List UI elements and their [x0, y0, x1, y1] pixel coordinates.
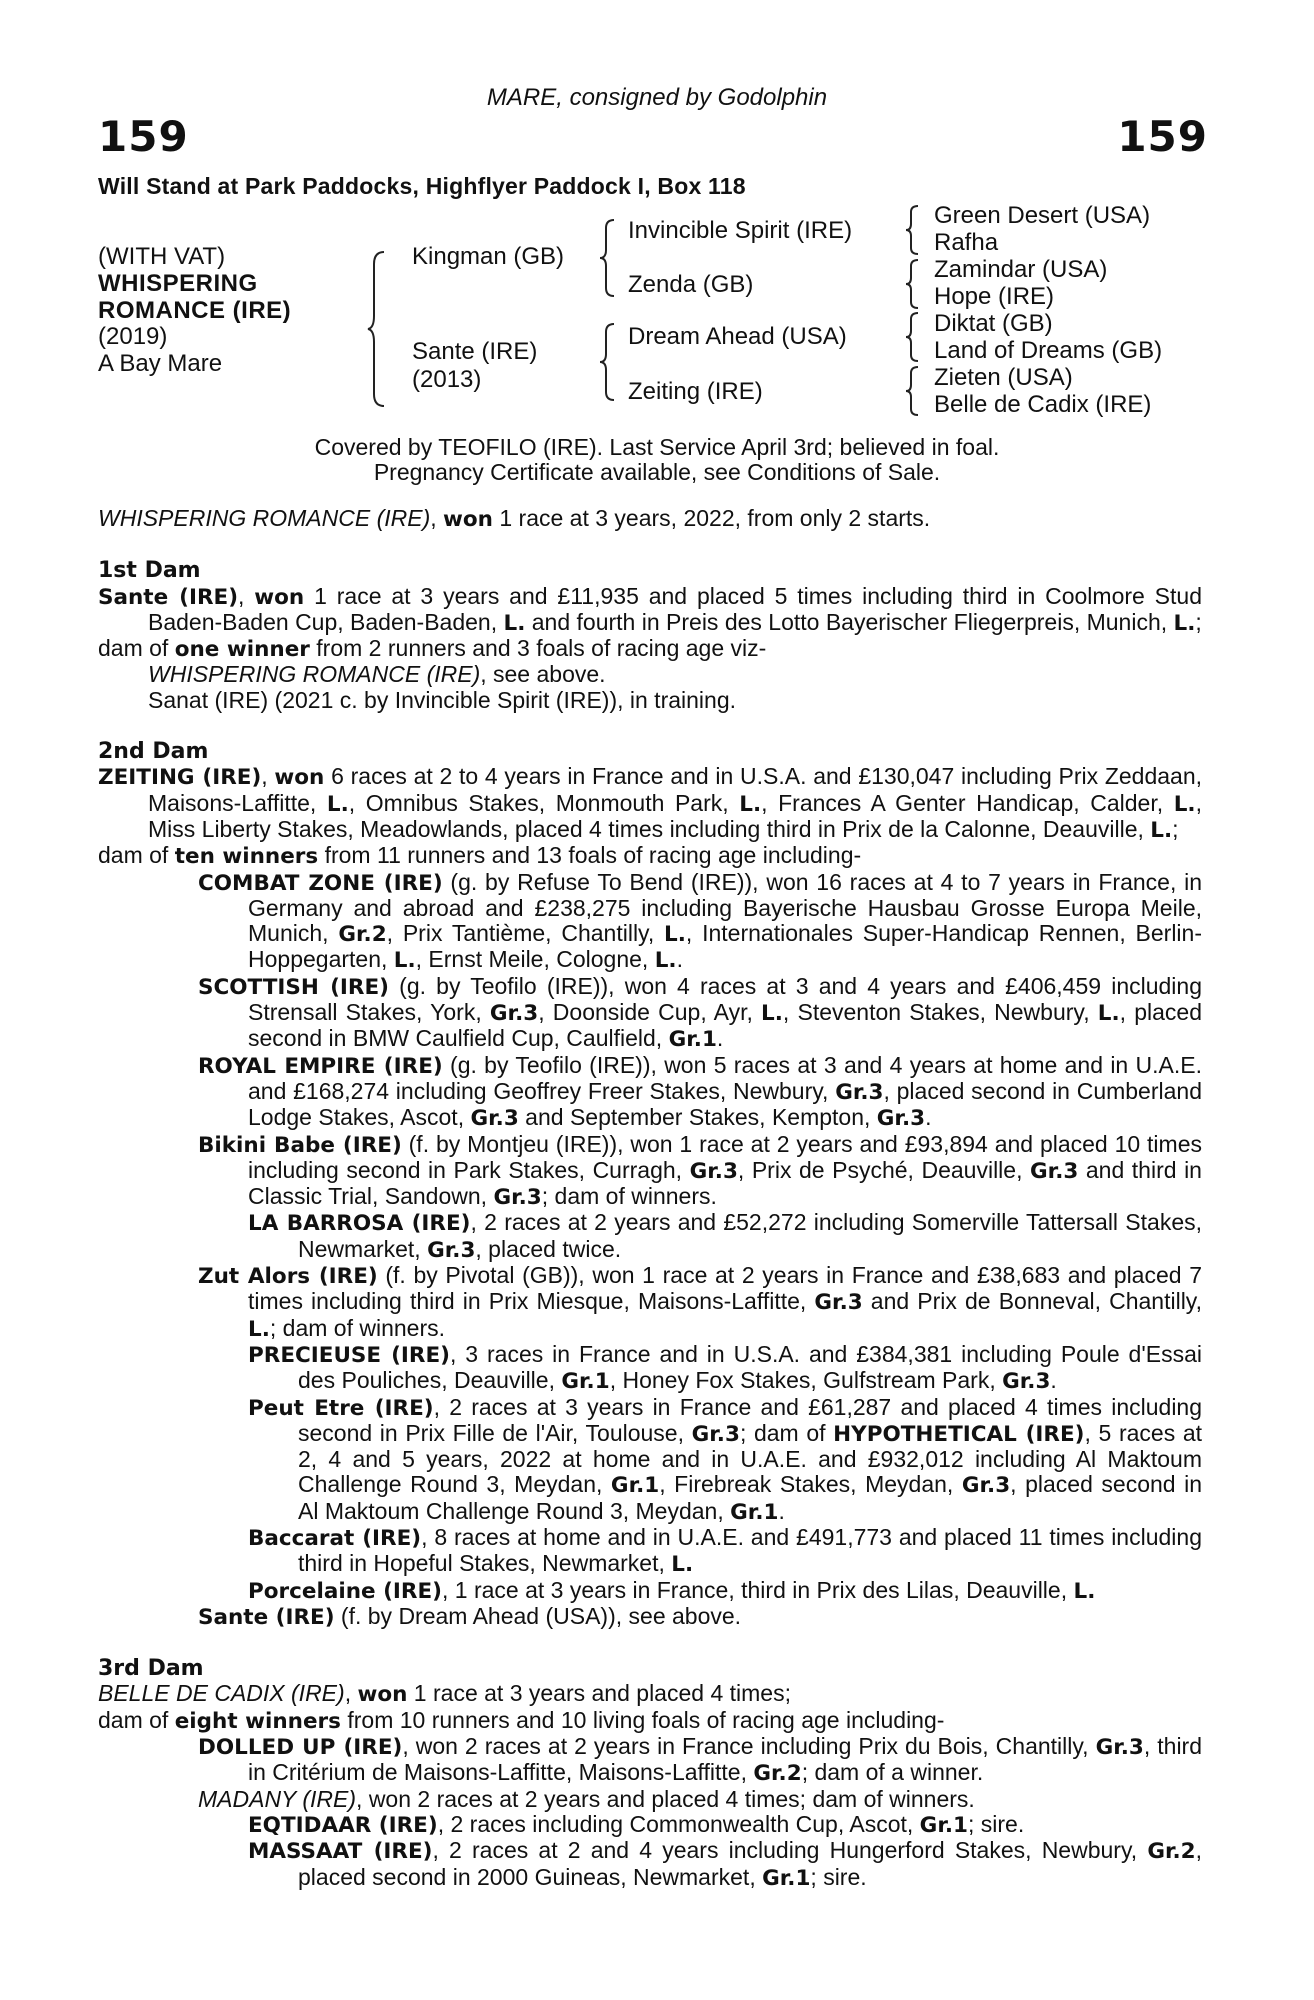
covered-line1: Covered by TEOFILO (IRE). Last Service April 3rd; believed in foal. [314, 434, 1000, 460]
pedigree-brace-sire [598, 218, 618, 298]
sire-name: Kingman (GB) [412, 243, 565, 270]
produce-peut-etre: Peut Etre (IRE), 2 races at 3 years in France and £61,287 and placed 4 times including second in Prix Fille de l'Air, Toulouse, Gr.3; dam of HYPOTHETICAL (IRE), 5 races at 2, 4 and 5 years, 2022 at home and in U.A.E. and £932,012 including Al Maktoum Challenge Round 3, Meydan, Gr.1, Firebreak Stakes, Meydan, Gr.3, placed second in Al Maktoum Challenge Round 3, Meydan, Gr.1. [248, 1393, 1203, 1525]
produce-porcelaine: Porcelaine (IRE), 1 race at 3 years in France, third in Prix des Lilas, Deauville, L. [248, 1576, 1096, 1604]
third-dam-entry: BELLE DE CADIX (IRE), won 1 race at 3 years and placed 4 times; [98, 1680, 791, 1708]
produce-combat-zone: COMBAT ZONE (IRE) (g. by Refuse To Bend (IRE)), won 16 races at 4 to 7 years in France, in Germany and abroad and £238,275 including Bayerische Hausbau Grosse Europa Meile, Munich, Gr.2, Prix Tantième, Chantilly, L., Internationales Super-Handicap Rennen, Berlin-Hoppegarten, L., Ernst Meile, Cologne, L.. [198, 868, 1203, 974]
produce-precieuse: PRECIEUSE (IRE), 3 races in France and in U.S.A. and £384,381 including Poule d'Essai des Pouliches, Deauville, Gr.1, Honey Fox Stakes, Gulfstream Park, Gr.3. [248, 1340, 1202, 1395]
sire-sire: Invincible Spirit (IRE) [628, 217, 853, 244]
produce-bikini-babe: Bikini Babe (IRE) (f. by Montjeu (IRE)), won 1 race at 2 years and £93,894 and placed 10 times including second in Park Stakes, Curragh, Gr.3, Prix de Psyché, Deauville, Gr.3 and third in Classic Trial, Sandown, Gr.3; dam of winners. [198, 1130, 1202, 1211]
produce-dolled-up: DOLLED UP (IRE), won 2 races at 2 years in France including Prix du Bois, Chantilly, Gr.3, third in Critérium de Maisons-Laffitte, Maisons-Laffitte, Gr.2; dam of a winner. [198, 1733, 1202, 1787]
first-dam-entry: Sante (IRE), won 1 race at 3 years and £11,935 and placed 5 times including third in Coolmore Stud Baden-Baden Cup, Baden-Baden, L. and fourth in Preis des Lotto Bayerischer Fliegerpreis, Munich, L.; [98, 582, 1202, 636]
produce-madany: MADANY (IRE), won 2 races at 2 years and placed 4 times; dam of winners. [198, 1785, 975, 1812]
g3-hope: Hope (IRE) [934, 283, 1055, 310]
third-dam-heading: 3rd Dam [98, 1656, 204, 1682]
pedigree-brace-g3-4 [904, 365, 922, 417]
g3-zieten: Zieten (USA) [934, 364, 1073, 391]
horse-name-line1: WHISPERING [98, 270, 258, 297]
first-dam-produce-intro: dam of one winner from 2 runners and 3 foals of racing age viz- [98, 635, 767, 663]
second-dam-produce-intro: dam of ten winners from 11 runners and 13 foals of racing age including- [98, 842, 862, 870]
produce-zut-alors: Zut Alors (IRE) (f. by Pivotal (GB)), won 1 race at 2 years in France and £38,683 and placed 7 times including third in Prix Miesque, Maisons-Laffitte, Gr.3 and Prix de Bonneval, Chantilly, L.; dam of winners. [198, 1262, 1202, 1342]
lot-number-right: 159 [1117, 112, 1208, 161]
dam-sire: Dream Ahead (USA) [628, 323, 847, 350]
second-dam-heading: 2nd Dam [98, 739, 209, 765]
covered-line2: Pregnancy Certificate available, see Conditions of Sale. [373, 459, 941, 485]
horse-year: (2019) [98, 323, 168, 350]
dam-year: (2013) [412, 366, 482, 393]
second-dam-entry: ZEITING (IRE), won 6 races at 2 to 4 years in France and in U.S.A. and £130,047 including Prix Zeddaan, Maisons-Laffitte, L., Omnibus Stakes, Monmouth Park, L., Frances A Genter Handicap, Calder, L., Miss Liberty Stakes, Meadowlands, placed 4 times including third in Prix de la Calonne, Deauville, L.; [98, 763, 1203, 843]
sire-dam: Zenda (GB) [628, 271, 754, 298]
vat-note: (WITH VAT) [98, 243, 226, 270]
g3-land-of-dreams: Land of Dreams (GB) [934, 337, 1163, 364]
horse-name-line2: ROMANCE (IRE) [98, 297, 292, 324]
produce-sante: Sante (IRE) (f. by Dream Ahead (USA)), see above. [198, 1602, 742, 1630]
produce-sanat: Sanat (IRE) (2021 c. by Invincible Spirit (IRE)), in training. [148, 686, 737, 713]
third-dam-produce-intro: dam of eight winners from 10 runners and 10 living foals of racing age including- [98, 1706, 945, 1734]
produce-scottish: SCOTTISH (IRE) (g. by Teofilo (IRE)), won 4 races at 3 and 4 years and £406,459 including Strensall Stakes, York, Gr.3, Doonside Cup, Ayr, L., Steventon Stakes, Newbury, L., placed second in BMW Caulfield Cup, Caulfield, Gr.1. [198, 972, 1203, 1053]
catalogue-body [98, 506, 1202, 1891]
g3-rafha: Rafha [934, 229, 999, 256]
pedigree-brace-g3-2 [904, 258, 922, 310]
summary-line: WHISPERING ROMANCE (IRE), won 1 race at 3 years, 2022, from only 2 starts. [98, 505, 931, 532]
produce-royal-empire: ROYAL EMPIRE (IRE) (g. by Teofilo (IRE)), won 5 races at 3 and 4 years at home and in U.A.E. and £168,274 including Geoffrey Freer Stakes, Newbury, Gr.3, placed second in Cumberland Lodge Stakes, Ascot, Gr.3 and September Stakes, Kempton, Gr.3. [198, 1051, 1202, 1132]
produce-eqtidaar: EQTIDAAR (IRE), 2 races including Commonwealth Cup, Ascot, Gr.1; sire. [248, 1810, 1025, 1838]
g3-zamindar: Zamindar (USA) [934, 256, 1108, 283]
produce-la-barrosa: LA BARROSA (IRE), 2 races at 2 years and £52,272 including Somerville Tattersall Stakes, Newmarket, Gr.3, placed twice. [248, 1209, 1203, 1263]
pedigree-brace-g3-1 [904, 204, 922, 256]
g3-belle-de-cadix: Belle de Cadix (IRE) [934, 391, 1152, 418]
lot-number-left: 159 [98, 112, 189, 161]
g3-green-desert: Green Desert (USA) [934, 202, 1151, 229]
dam-dam: Zeiting (IRE) [628, 378, 763, 405]
g3-diktat: Diktat (GB) [934, 310, 1053, 337]
produce-massaat: MASSAAT (IRE), 2 races at 2 and 4 years including Hungerford Stakes, Newbury, Gr.2, placed second in 2000 Guineas, Newmarket, Gr.1; sire. [248, 1837, 1203, 1891]
first-dam-heading: 1st Dam [98, 558, 201, 584]
pedigree-brace-g3-3 [904, 311, 922, 363]
produce-whispering-romance: WHISPERING ROMANCE (IRE), see above. [148, 661, 606, 688]
pedigree-brace-main [366, 250, 388, 408]
consignment-line: MARE, consigned by Godolphin [486, 84, 828, 111]
pedigree-brace-dam [598, 322, 618, 402]
horse-description: A Bay Mare [98, 350, 223, 377]
stand-info: Will Stand at Park Paddocks, Highflyer Paddock I, Box 118 [98, 173, 746, 199]
dam-name: Sante (IRE) [412, 338, 538, 365]
produce-baccarat: Baccarat (IRE), 8 races at home and in U.A.E. and £491,773 and placed 11 times including third in Hopeful Stakes, Newmarket, L. [248, 1523, 1202, 1578]
